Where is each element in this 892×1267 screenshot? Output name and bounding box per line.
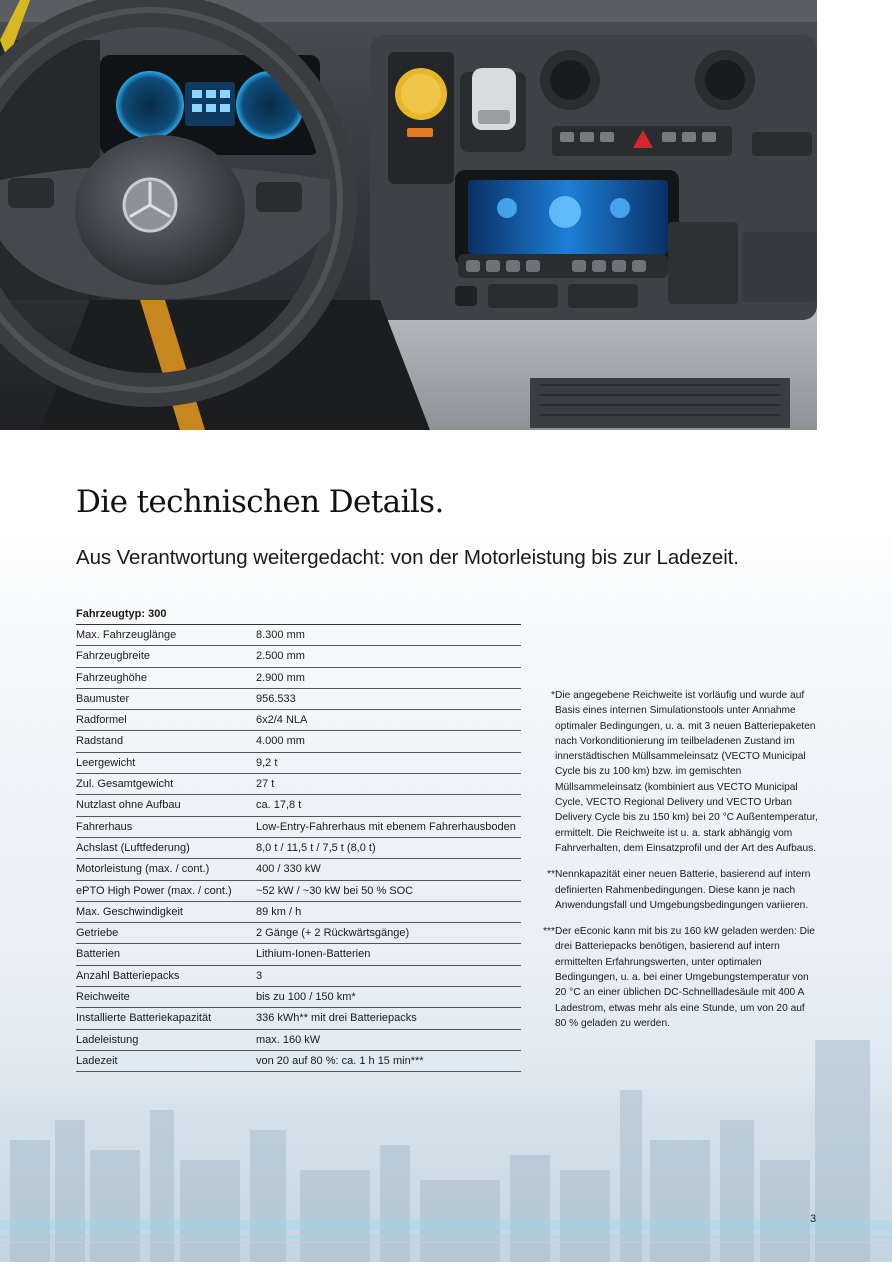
spec-value: bis zu 100 / 150 km* <box>256 991 356 1004</box>
spec-value: ~52 kW / ~30 kW bei 50 % SOC <box>256 884 414 897</box>
spec-value: max. 160 kW <box>256 1033 321 1046</box>
table-row <box>76 1030 521 1051</box>
spec-label: Radformel <box>76 714 127 727</box>
spec-label: Nutzlast ohne Aufbau <box>76 799 181 812</box>
spec-value: Lithium-Ionen-Batterien <box>256 948 371 961</box>
page-title: Die technischen Details. <box>76 484 444 520</box>
page-subtitle: Aus Verantwortung weitergedacht: von der Motorleistung bis zur Ladezeit. <box>76 546 739 569</box>
table-row <box>76 859 521 880</box>
spec-label: Max. Fahrzeuglänge <box>76 629 177 641</box>
table-row <box>76 881 521 902</box>
spec-value: 3 <box>256 969 263 982</box>
table-row <box>76 966 521 987</box>
spec-table-body <box>76 625 521 1072</box>
spec-value: 336 kWh** mit drei Batteriepacks <box>256 1012 417 1025</box>
footnote-text: Die angegebene Reichweite ist vorläufig und wurde auf Basis eines internen Simulationstools unter Annahme optimaler Bedingungen, u. a. mit 3 neuen Batteriepaketen nach Vorkonditionierung im teilbeladenen Zustand im innerstädtischen Müllsammeleinsatz (VECTO Municipal Cycle bis zu 100 km) bzw. im gemischten Müllsammeleinsatz (kombiniert aus VECTO Municipal Cycle, VECTO Regional Delivery und VECTO Urban Delivery Cycle bis zu 150 km) bei 20 °C Außentemperatur, ermittelt. Die Reichweite ist u. a. stark abhängig vom Fahrverhalten, dem Einsatzprofil und der Art des Aufbaus. <box>555 690 818 854</box>
spec-label: Fahrzeughöhe <box>76 671 147 684</box>
spec-label: Anzahl Batteriepacks <box>76 969 180 982</box>
spec-value: 8,0 t / 11,5 t / 7,5 t (8,0 t) <box>256 841 376 854</box>
spec-label: ePTO High Power (max. / cont.) <box>76 884 232 897</box>
spec-label: Radstand <box>76 735 124 748</box>
spec-label: Zul. Gesamtgewicht <box>76 778 174 791</box>
spec-value: 6x2/4 NLA <box>256 714 308 727</box>
spec-value: von 20 auf 80 %: ca. 1 h 15 min*** <box>256 1054 424 1067</box>
spec-label: Fahrzeugbreite <box>76 650 150 663</box>
spec-label: Reichweite <box>76 991 130 1004</box>
table-row <box>76 944 521 965</box>
spec-value: 2.500 mm <box>256 650 305 663</box>
spec-table-heading: Fahrzeugtyp: 300 <box>76 604 521 625</box>
spec-label: Batterien <box>76 948 121 961</box>
spec-label: Ladeleistung <box>76 1033 139 1046</box>
footnote <box>538 924 818 1031</box>
table-row <box>76 753 521 774</box>
table-row <box>76 1051 521 1072</box>
table-row <box>76 646 521 667</box>
footnote-marker: * <box>551 690 555 701</box>
spec-label: Max. Geschwindigkeit <box>76 905 183 918</box>
spec-value: 9,2 t <box>256 756 278 769</box>
spec-label: Getriebe <box>76 927 119 940</box>
table-row <box>76 795 521 816</box>
page-number: 3 <box>810 1213 817 1225</box>
table-row <box>76 987 521 1008</box>
footnote <box>538 867 818 913</box>
table-row <box>76 838 521 859</box>
table-row <box>76 817 521 838</box>
footnote-marker: *** <box>543 926 555 938</box>
spec-value: 89 km / h <box>256 905 302 918</box>
footnote-text: Der eEconic kann mit bis zu 160 kW geladen werden: Die drei Batteriepacks benötigen, basierend auf intern ermittelten Erfahrungswerten, unter optimalen Bedingungen, u. a. bei einer Umgebungstemperatur von 20 °C an einer üblichen DC-Schnellladesäule mit 400 A Ladestrom, etwas mehr als eine Stunde, um von 20 auf 80 % geladen zu werden. <box>555 926 815 1029</box>
table-row <box>76 902 521 923</box>
table-row <box>76 668 521 689</box>
spec-value: 400 / 330 kW <box>256 863 321 876</box>
spec-value: 2 Gänge (+ 2 Rückwärtsgänge) <box>256 927 410 940</box>
spec-value: 27 t <box>256 778 275 791</box>
spec-value: ca. 17,8 t <box>256 799 302 812</box>
spec-label: Motorleistung (max. / cont.) <box>76 863 210 876</box>
spec-label: Ladezeit <box>76 1054 118 1067</box>
spec-table <box>76 604 521 1072</box>
table-row <box>76 774 521 795</box>
table-row <box>76 923 521 944</box>
spec-label: Achslast (Luftfederung) <box>76 841 190 854</box>
table-row <box>76 625 521 646</box>
table-row <box>76 689 521 710</box>
cockpit-photo <box>0 0 817 430</box>
spec-label: Baumuster <box>76 692 130 705</box>
footnote-text: Nennkapazität einer neuen Batterie, basierend auf intern definierten Rahmenbedingungen. Diese kann je nach Anwendungsfall und Umgebungsbedingungen variieren. <box>555 869 811 911</box>
footnotes <box>538 688 818 1042</box>
spec-value: 8.300 mm <box>256 629 305 641</box>
table-row <box>76 1008 521 1029</box>
table-row <box>76 731 521 752</box>
spec-label: Leergewicht <box>76 756 136 769</box>
spec-label: Fahrerhaus <box>76 820 133 833</box>
spec-value: 4.000 mm <box>256 735 305 748</box>
spec-value: Low-Entry-Fahrerhaus mit ebenem Fahrerhausboden <box>256 820 516 833</box>
spec-value: 956.533 <box>256 692 296 705</box>
footnote <box>538 688 818 856</box>
bottom-rule <box>0 1242 892 1243</box>
footnote-marker: ** <box>547 869 555 881</box>
spec-value: 2.900 mm <box>256 671 305 684</box>
spec-label: Installierte Batteriekapazität <box>76 1012 212 1025</box>
table-row <box>76 710 521 731</box>
